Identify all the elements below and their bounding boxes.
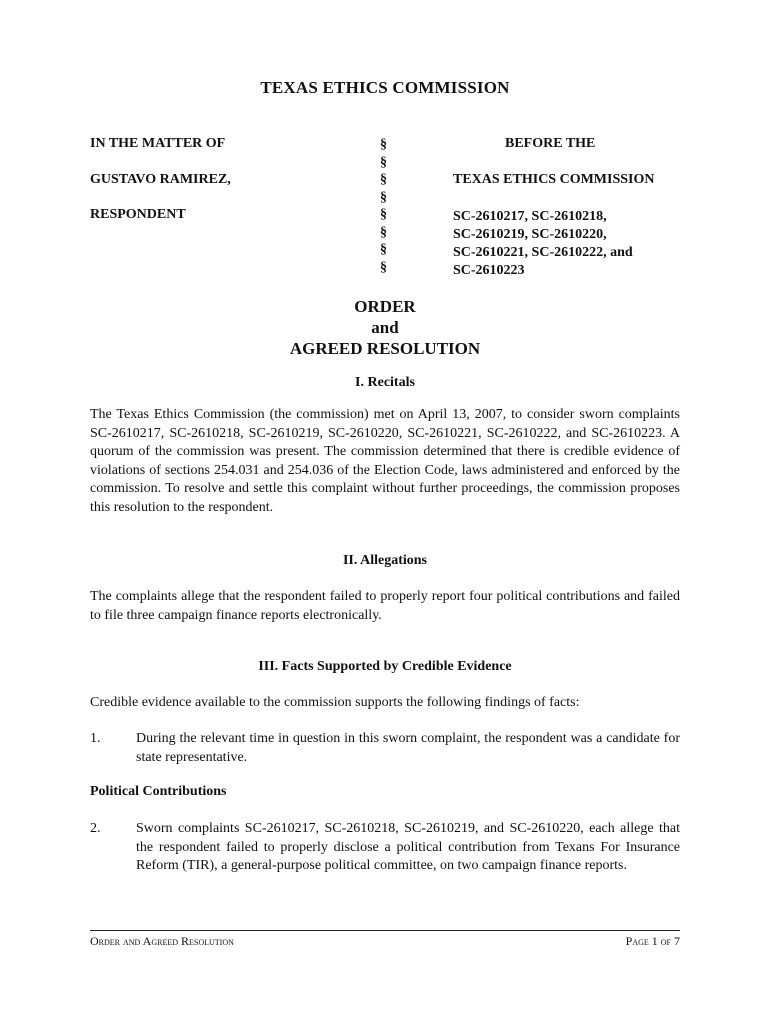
order-title-line: and — [371, 318, 399, 337]
section-mark: § — [380, 154, 387, 170]
recitals-paragraph: The Texas Ethics Commission (the commission) met on April 13, 2007, to consider sworn complaints SC-2610217, SC-2610218, SC-2610219, SC-2610220, SC-2610221, SC-2610222, and SC-2610223. A quorum of the commission was present. The commission determined that there is credible evidence of violations of sections 254.031 and 254.036 of the Election Code, laws administered and enforced by the commission. To resolve and settle this complaint without further proceedings, the commission proposes this resolution to the respondent. — [90, 407, 680, 515]
section-mark: § — [380, 137, 387, 152]
order-title-line: ORDER — [354, 297, 416, 316]
finding-text: During the relevant time in question in this sworn complaint, the respondent was a candidate for state representative. — [136, 731, 680, 765]
finding-item — [90, 730, 680, 767]
section-mark: § — [380, 189, 387, 205]
footer-document-name: Order and Agreed Resolution — [90, 934, 234, 948]
order-title-line: AGREED RESOLUTION — [289, 339, 481, 358]
finding-text: Sworn complaints SC-2610217, SC-2610218, SC-2610219, and SC-2610220, each allege that the respondent failed to properly disclose a political contribution from Texans For Insurance Reform (TIR), a general-purpose political committee, on two campaign finance reports. — [136, 821, 680, 873]
section-mark: § — [380, 224, 387, 240]
caption-before-the: BEFORE THE — [505, 136, 596, 151]
caption-commission-name: TEXAS ETHICS COMMISSION — [453, 172, 655, 187]
case-number-line: SC-2610221, SC-2610222, and — [453, 245, 633, 260]
finding-number: 2. — [90, 821, 101, 836]
political-contributions-subheading: Political Contributions — [90, 784, 227, 799]
footer-divider — [90, 930, 680, 931]
section-mark: § — [380, 259, 387, 275]
section-mark: § — [380, 242, 387, 257]
finding-number: 1. — [90, 731, 101, 746]
case-number-line: SC-2610223 — [453, 263, 525, 278]
recitals-heading: I. Recitals — [355, 375, 415, 390]
facts-heading: III. Facts Supported by Credible Evidence — [258, 659, 512, 674]
section-mark: § — [380, 207, 387, 222]
section-mark: § — [380, 172, 387, 187]
section-marks-column — [380, 136, 392, 276]
document-title: TEXAS ETHICS COMMISSION — [260, 78, 510, 97]
caption-in-the-matter: IN THE MATTER OF — [90, 136, 226, 151]
caption-respondent-name: GUSTAVO RAMIREZ, — [90, 172, 231, 187]
case-caption — [90, 136, 690, 286]
caption-respondent-label: RESPONDENT — [90, 207, 186, 222]
footer-page-number: Page 1 of 7 — [625, 934, 680, 948]
case-number-line: SC-2610219, SC-2610220, — [453, 227, 607, 242]
allegations-heading: II. Allegations — [342, 553, 427, 568]
case-number-line: SC-2610217, SC-2610218, — [453, 209, 607, 224]
facts-intro: Credible evidence available to the commission supports the following findings of facts: — [90, 695, 580, 710]
finding-item — [90, 820, 680, 876]
case-numbers — [453, 208, 633, 280]
order-heading — [0, 296, 770, 359]
allegations-paragraph: The complaints allege that the respondent failed to properly report four political contributions and failed to file three campaign finance reports electronically. — [90, 589, 680, 623]
